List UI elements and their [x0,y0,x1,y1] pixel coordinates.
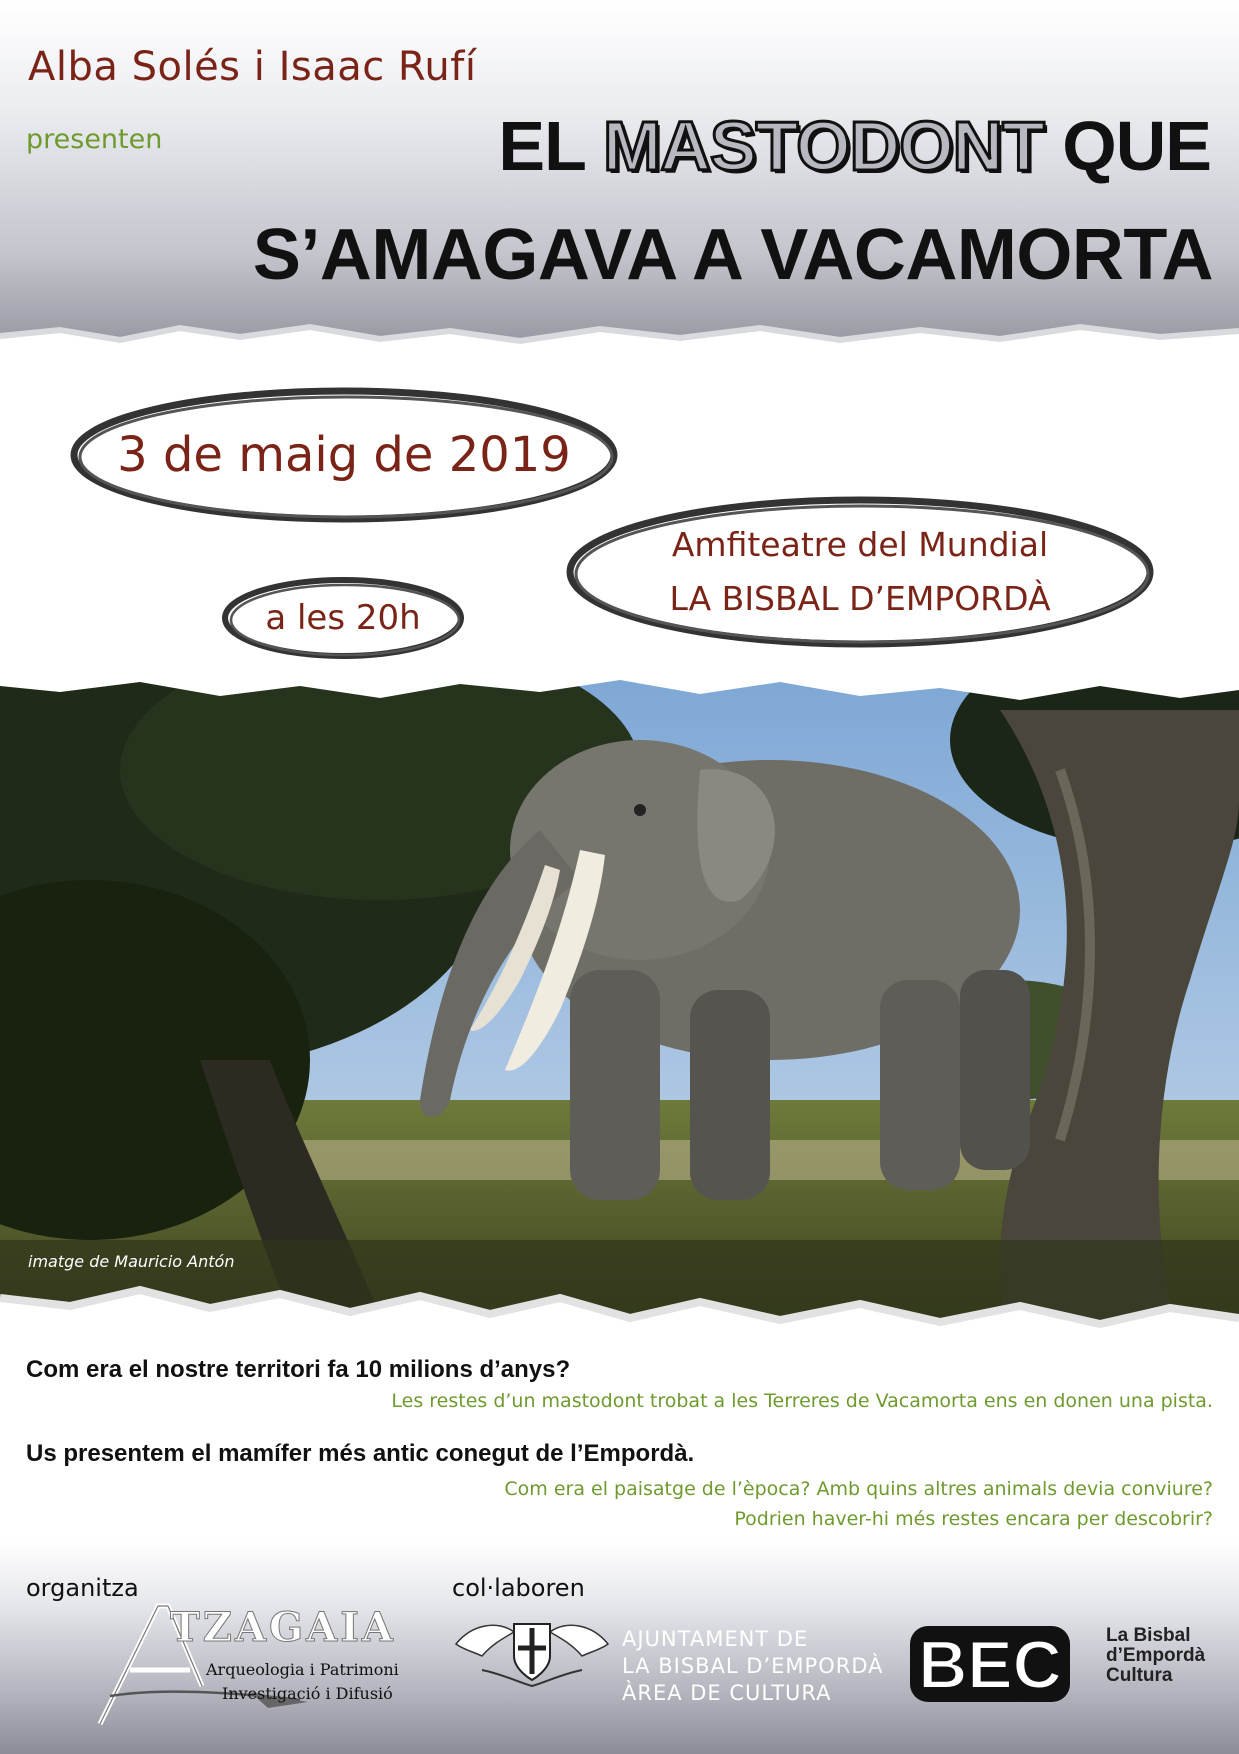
ajuntament-crest-icon [452,1610,612,1690]
event-time: a les 20h [265,598,421,638]
presenten-label: presenten [26,124,163,155]
atzagaia-name: TZAGAIA [170,1604,396,1651]
lbc-cultura-text [1106,1626,1205,1686]
atzagaia-subtitle-1: Arqueologia i Patrimoni [206,1660,399,1679]
mastodon-photo [0,680,1239,1340]
photo-bottom-torn-edge [0,1268,1239,1348]
title-line-1 [498,106,1211,186]
date-oval [66,382,622,528]
title-word-que: QUE [1043,107,1211,185]
title-word-el: EL [498,107,604,185]
ajuntament-text [622,1626,883,1707]
event-date: 3 de maig de 2019 [117,427,571,483]
question-landscape: Com era el paisatge de l’època? Amb quins altres animals devia conviure? [504,1478,1213,1500]
question-more-remains: Podrien haver-hi més restes encara per descobrir? [734,1508,1213,1530]
lbc-line-2: d’Empordà [1106,1645,1206,1666]
mastodon-illustration [0,680,1239,1340]
lbc-line-1: La Bisbal [1106,1625,1191,1646]
photo-credit: imatge de Mauricio Antón [28,1252,235,1271]
header-torn-edge [0,322,1239,382]
photo-top-torn-edge [0,668,1239,708]
time-oval [218,574,468,662]
title-word-mastodont: MASTODONT [603,107,1044,185]
bec-logo-text: BEC [918,1627,1062,1703]
colaboren-label: col·laboren [452,1574,585,1602]
statement-oldest-mammal: Us presentem el mamífer més antic conegut de l’Empordà. [26,1440,695,1467]
atzagaia-subtitle-2: Investigació i Difusió [222,1684,393,1703]
question-territory: Com era el nostre territori fa 10 milions d’anys? [26,1356,571,1383]
venue-town: LA BISBAL D’EMPORDÀ [669,579,1051,618]
ajuntament-line-3: ÀREA DE CULTURA [622,1681,832,1705]
title-line-2: S’AMAGAVA A VACAMORTA [252,215,1213,295]
ajuntament-line-1: AJUNTAMENT DE [622,1627,809,1651]
bec-logo-icon [908,1620,1072,1706]
venue-oval [560,492,1160,652]
presenters-names: Alba Solés i Isaac Rufí [28,44,477,90]
lbc-line-3: Cultura [1106,1665,1173,1686]
ajuntament-line-2: LA BISBAL D’EMPORDÀ [622,1654,884,1678]
venue-name: Amfiteatre del Mundial [671,525,1049,564]
organitza-label: organitza [26,1574,139,1602]
answer-remains: Les restes d’un mastodont trobat a les Terreres de Vacamorta ens en donen una pista. [391,1390,1213,1412]
